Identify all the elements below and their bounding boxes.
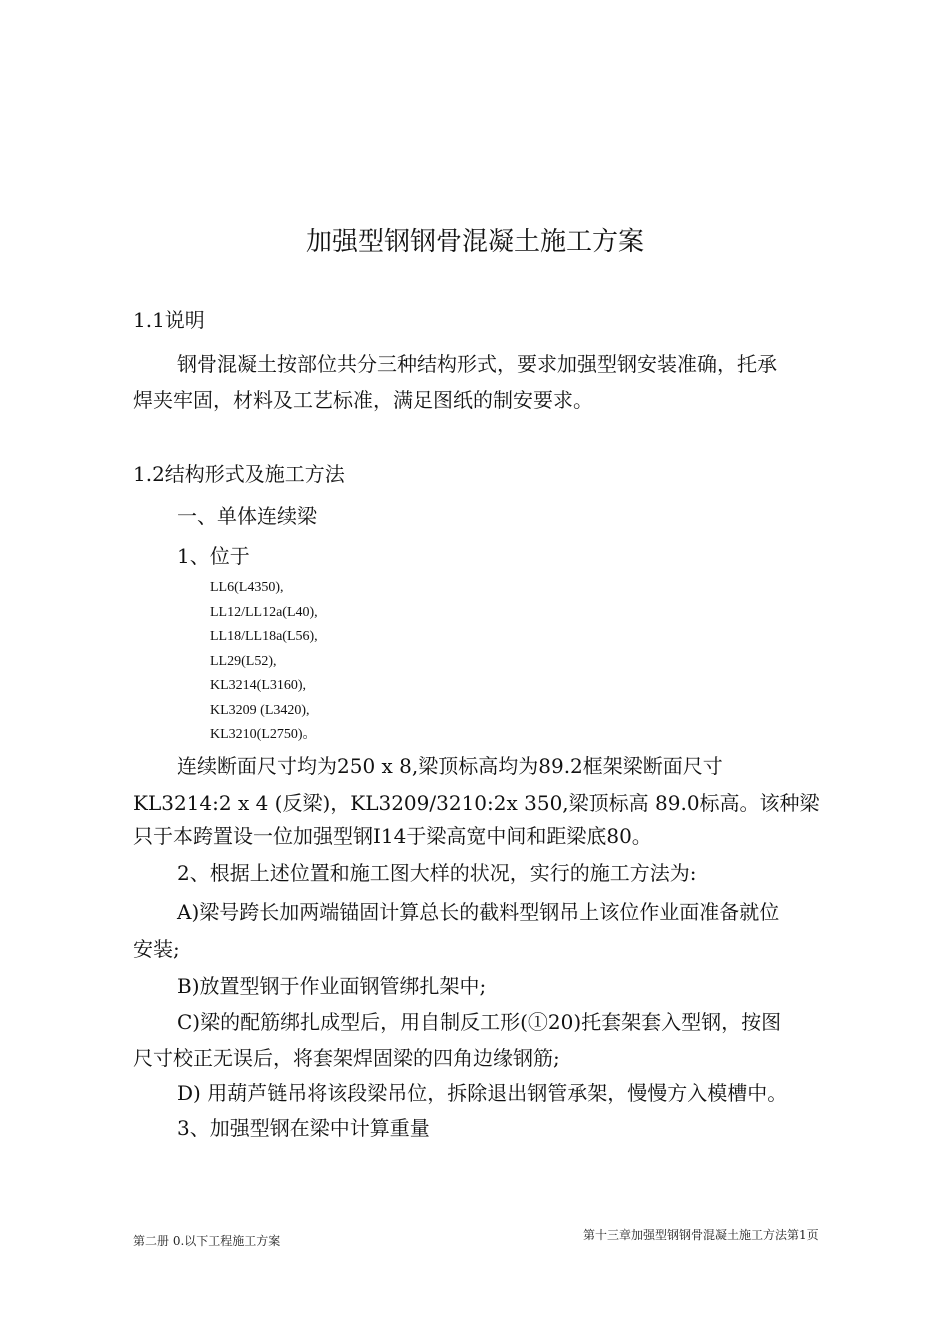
section-heading-1-1: 1.1说明: [133, 308, 205, 332]
footer-left: 第二册 0.以下工程施工方案: [133, 1234, 281, 1248]
beam-list-item: KL3209 (L3420),: [210, 702, 310, 718]
beam-list-item: KL3214(L3160),: [210, 678, 307, 693]
list-item-3: 3、加强型钢在梁中计算重量: [177, 1116, 430, 1140]
step-b: B)放置型钢于作业面钢管绑扎架中;: [177, 974, 487, 998]
list-item-2: 2、根据上述位置和施工图大样的状况，实行的施工方法为:: [177, 861, 697, 885]
beam-list-item: KL3210(L2750)。: [210, 727, 317, 742]
step-d: D) 用葫芦链吊将该段梁吊位，拆除退出钢管承架，慢慢方入模槽中。: [177, 1081, 788, 1105]
beam-list-item: LL12/LL12a(L40),: [210, 604, 318, 620]
subheading-single-continuous-beam: 一、单体连续梁: [177, 504, 317, 528]
step-a-line: A)梁号跨长加两端锚固计算总长的截料型钢吊上该位作业面准备就位: [177, 900, 780, 924]
list-item-1: 1、位于: [177, 544, 250, 568]
step-a-line: 安装;: [133, 937, 180, 961]
document-title: 加强型钢钢骨混凝土施工方案: [305, 227, 644, 257]
paragraph-line: 只于本跨置设一位加强型钢I14于梁高宽中间和距梁底80。: [133, 824, 652, 848]
paragraph-line: 焊夹牢固，材料及工艺标准，满足图纸的制安要求。: [133, 388, 593, 412]
footer-right: 第十三章加强型钢钢骨混凝土施工方法第1页: [583, 1228, 819, 1242]
step-c-line: 尺寸校正无误后，将套架焊固梁的四角边缘钢筋;: [133, 1046, 560, 1070]
beam-list-item: LL29(L52),: [210, 653, 277, 669]
beam-list-item: LL6(L4350),: [210, 580, 284, 595]
step-c-line: C)梁的配筋绑扎成型后，用自制反工形(①20)托套架套入型钢，按图: [177, 1010, 782, 1034]
beam-list-item: LL18/LL18a(L56),: [210, 629, 318, 644]
paragraph-line: 钢骨混凝土按部位共分三种结构形式，要求加强型钢安装准确，托承: [177, 352, 777, 376]
section-heading-1-2: 1.2结构形式及施工方法: [133, 462, 345, 486]
paragraph-line: 连续断面尺寸均为250 x 8,梁顶标高均为89.2框架梁断面尺寸: [177, 754, 723, 778]
paragraph-line: KL3214:2 x 4 (反梁)，KL3209/3210:2x 350,梁顶标高 89.0标高。该种梁: [133, 791, 820, 815]
